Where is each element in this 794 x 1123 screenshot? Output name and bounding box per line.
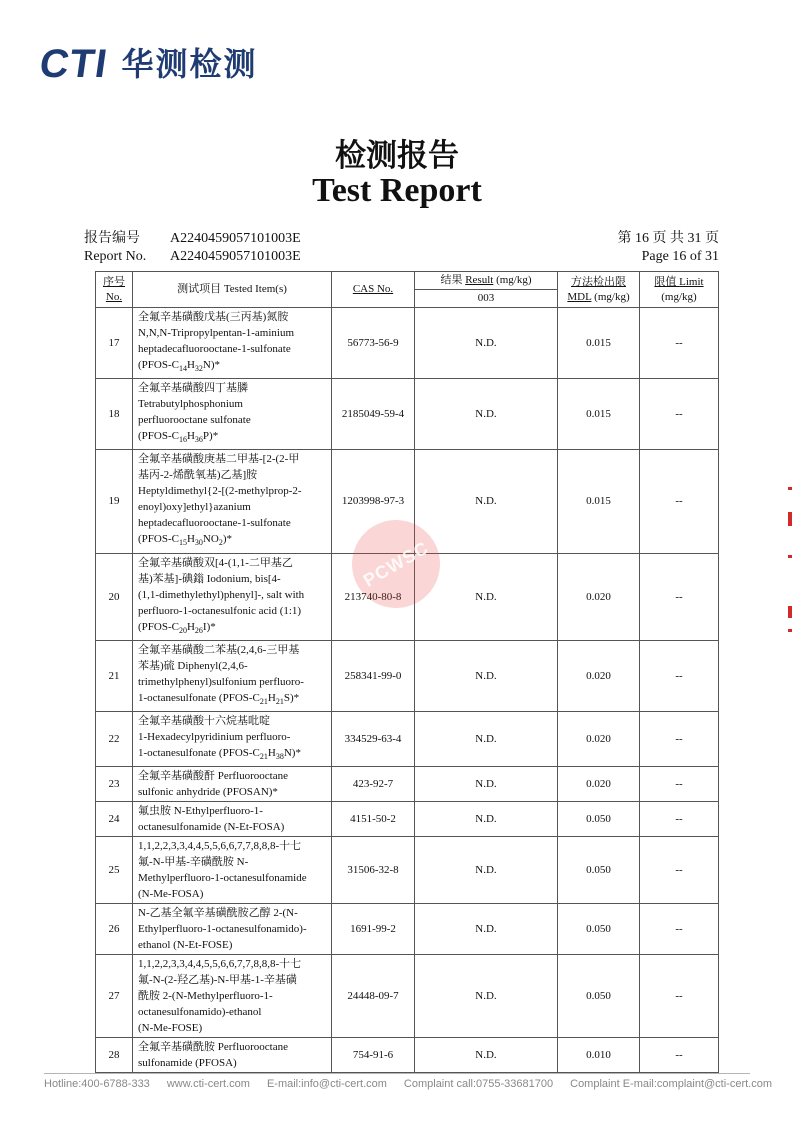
tested-item-line: perfluorooctane sulfonate bbox=[138, 414, 251, 427]
tested-item-line: N-乙基全氟辛基磺酰胺乙醇 2-(N- bbox=[138, 907, 298, 920]
header-result-label: Result bbox=[465, 274, 494, 286]
edge-mark bbox=[788, 606, 792, 618]
limit-cell: -- bbox=[640, 553, 719, 640]
row-number-cell: 24 bbox=[96, 802, 133, 837]
tested-item-line: 1,1,2,2,3,3,4,4,5,5,6,6,7,7,8,8,8-十七 bbox=[138, 840, 302, 853]
tested-item-line: 氟-N-(2-羟乙基)-N-甲基-1-辛基磺 bbox=[138, 974, 297, 987]
tested-item-cell bbox=[133, 1038, 332, 1073]
company-logo bbox=[36, 42, 258, 86]
report-no-en-value: A2240459057101003E bbox=[170, 249, 301, 264]
limit-cell: -- bbox=[640, 379, 719, 450]
result-cell: N.D. bbox=[415, 640, 558, 711]
header-limit bbox=[640, 272, 719, 308]
mdl-cell: 0.050 bbox=[558, 955, 640, 1038]
tested-item-line: 1-octanesulfonate $(PFOS-C_{21}H_{38}N)*$ bbox=[138, 746, 301, 762]
tested-item-line: 全氟辛基磺酸二苯基(2,4,6-三甲基 bbox=[138, 643, 300, 656]
tested-item-line: N,N,N-Tripropylpentan-1-aminium bbox=[138, 327, 295, 339]
cas-number-cell: 1203998-97-3 bbox=[332, 450, 415, 553]
footer bbox=[44, 1078, 773, 1090]
tested-item-line: enoyl)oxy]ethyl}azanium bbox=[138, 501, 251, 514]
report-title-english: Test Report bbox=[312, 172, 482, 209]
tested-item-line: ethanol (N-Et-FOSE) bbox=[138, 939, 233, 952]
tested-item-line: 全氟辛基磺酸庚基二甲基-[2-(2-甲 bbox=[138, 453, 300, 466]
tested-item-line: (1,1-dimethylethyl)phenyl]-, salt with bbox=[138, 588, 305, 601]
page-number-cn: 第 16 页 共 31 页 bbox=[617, 231, 719, 246]
result-cell: N.D. bbox=[415, 767, 558, 802]
tested-item-line: heptadecafluorooctane-1-sulfonate bbox=[138, 517, 291, 530]
tested-item-line: 1-Hexadecylpyridinium perfluoro- bbox=[138, 730, 291, 743]
table-row bbox=[96, 711, 719, 766]
mdl-cell: 0.015 bbox=[558, 308, 640, 379]
cas-number-cell: 2185049-59-4 bbox=[332, 379, 415, 450]
tested-item-line: trimethylphenyl)sulfonium perfluoro- bbox=[138, 675, 304, 688]
table-row bbox=[96, 379, 719, 450]
logo-chinese-text: 华测检测 bbox=[121, 45, 258, 83]
row-number-cell: 27 bbox=[96, 955, 133, 1038]
table-row bbox=[96, 308, 719, 379]
edge-mark bbox=[788, 629, 792, 632]
report-no-en-label: Report No. bbox=[84, 249, 147, 264]
mdl-cell: 0.020 bbox=[558, 767, 640, 802]
footer-website: www.cti-cert.com bbox=[166, 1078, 250, 1090]
cas-number-cell: 258341-99-0 bbox=[332, 640, 415, 711]
result-cell: N.D. bbox=[415, 711, 558, 766]
table-row bbox=[96, 1038, 719, 1073]
page-number-block bbox=[618, 230, 720, 266]
tested-item-line: perfluoro-1-octanesulfonic acid (1:1) bbox=[138, 604, 302, 617]
tested-item-line: 全氟辛基磺酸酐 Perfluorooctane bbox=[138, 770, 288, 783]
cas-number-cell: 56773-56-9 bbox=[332, 308, 415, 379]
cas-number-cell: 1691-99-2 bbox=[332, 904, 415, 955]
tested-item-cell bbox=[133, 802, 332, 837]
tested-item-line: octanesulfonamido)-ethanol bbox=[138, 1006, 262, 1019]
row-number-cell: 19 bbox=[96, 450, 133, 553]
result-cell: N.D. bbox=[415, 308, 558, 379]
report-no-cn-value: A2240459057101003E bbox=[170, 231, 301, 246]
tested-item-line: $(PFOS-C_{20}H_{26}I)*$ bbox=[138, 620, 216, 635]
header-cas-label: CAS No. bbox=[352, 283, 394, 295]
cas-number-cell: 423-92-7 bbox=[332, 767, 415, 802]
tested-item-line: heptadecafluorooctane-1-sulfonate bbox=[138, 343, 291, 355]
limit-cell: -- bbox=[640, 450, 719, 553]
tested-item-line: sulfonic anhydride (PFOSAN)* bbox=[138, 786, 278, 799]
mdl-cell: 0.010 bbox=[558, 1038, 640, 1073]
report-no-cn-label: 报告编号 bbox=[84, 231, 140, 246]
tested-item-cell bbox=[133, 640, 332, 711]
tested-item-line: 1,1,2,2,3,3,4,4,5,5,6,6,7,7,8,8,8-十七 bbox=[138, 958, 302, 971]
tested-item-line: 基丙-2-烯酰氧基)乙基]胺 bbox=[138, 469, 258, 482]
mdl-cell: 0.020 bbox=[558, 640, 640, 711]
page-number-en: Page 16 of 31 bbox=[641, 249, 719, 264]
tested-item-cell bbox=[133, 553, 332, 640]
mdl-cell: 0.050 bbox=[558, 802, 640, 837]
tested-item-line: Ethylperfluoro-1-octanesulfonamido)- bbox=[138, 923, 307, 936]
tested-item-line: Methylperfluoro-1-octanesulfonamide bbox=[138, 872, 307, 885]
footer-divider bbox=[44, 1073, 750, 1074]
tested-item-cell bbox=[133, 450, 332, 553]
tested-item-line: 酰胺 2-(N-Methylperfluoro-1- bbox=[138, 990, 273, 1003]
tested-item-cell bbox=[133, 711, 332, 766]
row-number-cell: 20 bbox=[96, 553, 133, 640]
edge-mark bbox=[788, 487, 792, 490]
header-tested-item: 测试项目 Tested Item(s) bbox=[133, 272, 332, 308]
cas-number-cell: 4151-50-2 bbox=[332, 802, 415, 837]
tested-item-cell bbox=[133, 955, 332, 1038]
tested-item-line: 氟虫胺 N-Ethylperfluoro-1- bbox=[138, 805, 263, 818]
result-cell: N.D. bbox=[415, 450, 558, 553]
row-number-cell: 18 bbox=[96, 379, 133, 450]
tested-item-cell bbox=[133, 379, 332, 450]
header-mdl bbox=[558, 272, 640, 308]
tested-item-cell bbox=[133, 837, 332, 904]
tested-item-line: 苯基)硫 Diphenyl(2,4,6- bbox=[138, 659, 248, 672]
footer-email: E-mail:info@cti-cert.com bbox=[266, 1078, 387, 1090]
cas-number-cell: 31506-32-8 bbox=[332, 837, 415, 904]
result-cell: N.D. bbox=[415, 379, 558, 450]
row-number-cell: 23 bbox=[96, 767, 133, 802]
tested-item-line: 全氟辛基磺酸双[4-(1,1-二甲基乙 bbox=[138, 556, 293, 569]
limit-cell: -- bbox=[640, 955, 719, 1038]
cas-number-cell: 334529-63-4 bbox=[332, 711, 415, 766]
tested-item-line: 全氟辛基磺酸戊基(三丙基)氮胺 bbox=[138, 311, 289, 323]
limit-cell: -- bbox=[640, 1038, 719, 1073]
tested-item-line: Heptyldimethyl{2-[(2-methylprop-2- bbox=[138, 485, 302, 498]
table-row bbox=[96, 767, 719, 802]
limit-cell: -- bbox=[640, 767, 719, 802]
tested-item-line: (N-Me-FOSA) bbox=[138, 888, 204, 901]
limit-cell: -- bbox=[640, 308, 719, 379]
result-cell: N.D. bbox=[415, 1038, 558, 1073]
result-cell: N.D. bbox=[415, 553, 558, 640]
watermark-stamp: PCWSC bbox=[336, 504, 456, 624]
tested-item-line: 全氟辛基磺酰胺 Perfluorooctane bbox=[138, 1041, 288, 1054]
tested-item-line: sulfonamide (PFOSA) bbox=[138, 1057, 237, 1070]
mdl-cell: 0.020 bbox=[558, 553, 640, 640]
header-no-cn: 序号 bbox=[103, 275, 125, 288]
limit-cell: -- bbox=[640, 640, 719, 711]
header-limit-label: Limit bbox=[679, 275, 704, 288]
tested-item-line: Tetrabutylphosphonium bbox=[138, 398, 243, 411]
tested-item-line: $(PFOS-C_{14}H_{32}N)*$ bbox=[138, 359, 221, 374]
cas-number-cell: 24448-09-7 bbox=[332, 955, 415, 1038]
tested-item-line: 氟-N-甲基-辛磺酰胺 N- bbox=[138, 856, 249, 869]
header-mdl-unit: (mg/kg) bbox=[591, 290, 630, 303]
limit-cell: -- bbox=[640, 837, 719, 904]
header-limit-prefix: 限值 bbox=[654, 275, 680, 288]
header-sample-id: 003 bbox=[415, 290, 558, 308]
cas-number-cell: 213740-80-8 bbox=[332, 553, 415, 640]
tested-item-line: 全氟辛基磺酸十六烷基吡啶 bbox=[138, 714, 270, 727]
cas-number-cell: 754-91-6 bbox=[332, 1038, 415, 1073]
row-number-cell: 26 bbox=[96, 904, 133, 955]
mdl-cell: 0.015 bbox=[558, 379, 640, 450]
tested-item-line: (N-Me-FOSE) bbox=[138, 1022, 203, 1035]
row-number-cell: 21 bbox=[96, 640, 133, 711]
table-row bbox=[96, 802, 719, 837]
table-row bbox=[96, 955, 719, 1038]
mdl-cell: 0.015 bbox=[558, 450, 640, 553]
row-number-cell: 25 bbox=[96, 837, 133, 904]
result-cell: N.D. bbox=[415, 802, 558, 837]
table-row bbox=[96, 837, 719, 904]
result-cell: N.D. bbox=[415, 955, 558, 1038]
tested-item-line: $(PFOS-C_{16}H_{36}P)*$ bbox=[138, 430, 219, 445]
result-cell: N.D. bbox=[415, 904, 558, 955]
tested-item-line: $(PFOS-C_{15}H_{30}NO_2)*$ bbox=[138, 533, 232, 548]
row-number-cell: 28 bbox=[96, 1038, 133, 1073]
row-number-cell: 22 bbox=[96, 711, 133, 766]
mdl-cell: 0.050 bbox=[558, 904, 640, 955]
footer-hotline: Hotline:400-6788-333 bbox=[44, 1078, 150, 1090]
edge-mark bbox=[788, 512, 792, 526]
results-table bbox=[95, 271, 719, 1073]
tested-item-cell bbox=[133, 767, 332, 802]
table-row bbox=[96, 640, 719, 711]
tested-item-line: 基)苯基]-碘鎓 Iodonium, bis[4- bbox=[138, 572, 281, 585]
mdl-cell: 0.050 bbox=[558, 837, 640, 904]
limit-cell: -- bbox=[640, 904, 719, 955]
header-mdl-cn: 方法检出限 bbox=[571, 275, 626, 288]
tested-item-line: 1-octanesulfonate $(PFOS-C_{21}H_{21}S)*$ bbox=[138, 691, 300, 706]
report-number-block bbox=[84, 230, 301, 266]
logo-cti-text: CTI bbox=[36, 42, 111, 86]
header-limit-unit: (mg/kg) bbox=[661, 290, 697, 303]
result-cell: N.D. bbox=[415, 837, 558, 904]
tested-item-line: octanesulfonamide (N-Et-FOSA) bbox=[138, 821, 285, 834]
table-row bbox=[96, 904, 719, 955]
mdl-cell: 0.020 bbox=[558, 711, 640, 766]
footer-complaint-call: Complaint call:0755-33681700 bbox=[403, 1078, 554, 1090]
tested-item-cell bbox=[133, 904, 332, 955]
limit-cell: -- bbox=[640, 802, 719, 837]
header-result bbox=[415, 272, 558, 290]
header-no-en: No. bbox=[105, 290, 123, 303]
row-number-cell: 17 bbox=[96, 308, 133, 379]
limit-cell: -- bbox=[640, 711, 719, 766]
header-no bbox=[96, 272, 133, 308]
tested-item-cell bbox=[133, 308, 332, 379]
header-mdl-label: MDL bbox=[567, 290, 592, 303]
report-title-chinese: 检测报告 bbox=[335, 138, 459, 174]
header-result-prefix: 结果 bbox=[440, 274, 466, 286]
tested-item-line: 全氟辛基磺酸四丁基膦 bbox=[138, 382, 248, 395]
header-result-unit: (mg/kg) bbox=[493, 274, 532, 286]
edge-mark bbox=[788, 555, 792, 558]
header-cas bbox=[332, 272, 415, 308]
footer-complaint-email: Complaint E-mail:complaint@cti-cert.com bbox=[570, 1078, 773, 1090]
